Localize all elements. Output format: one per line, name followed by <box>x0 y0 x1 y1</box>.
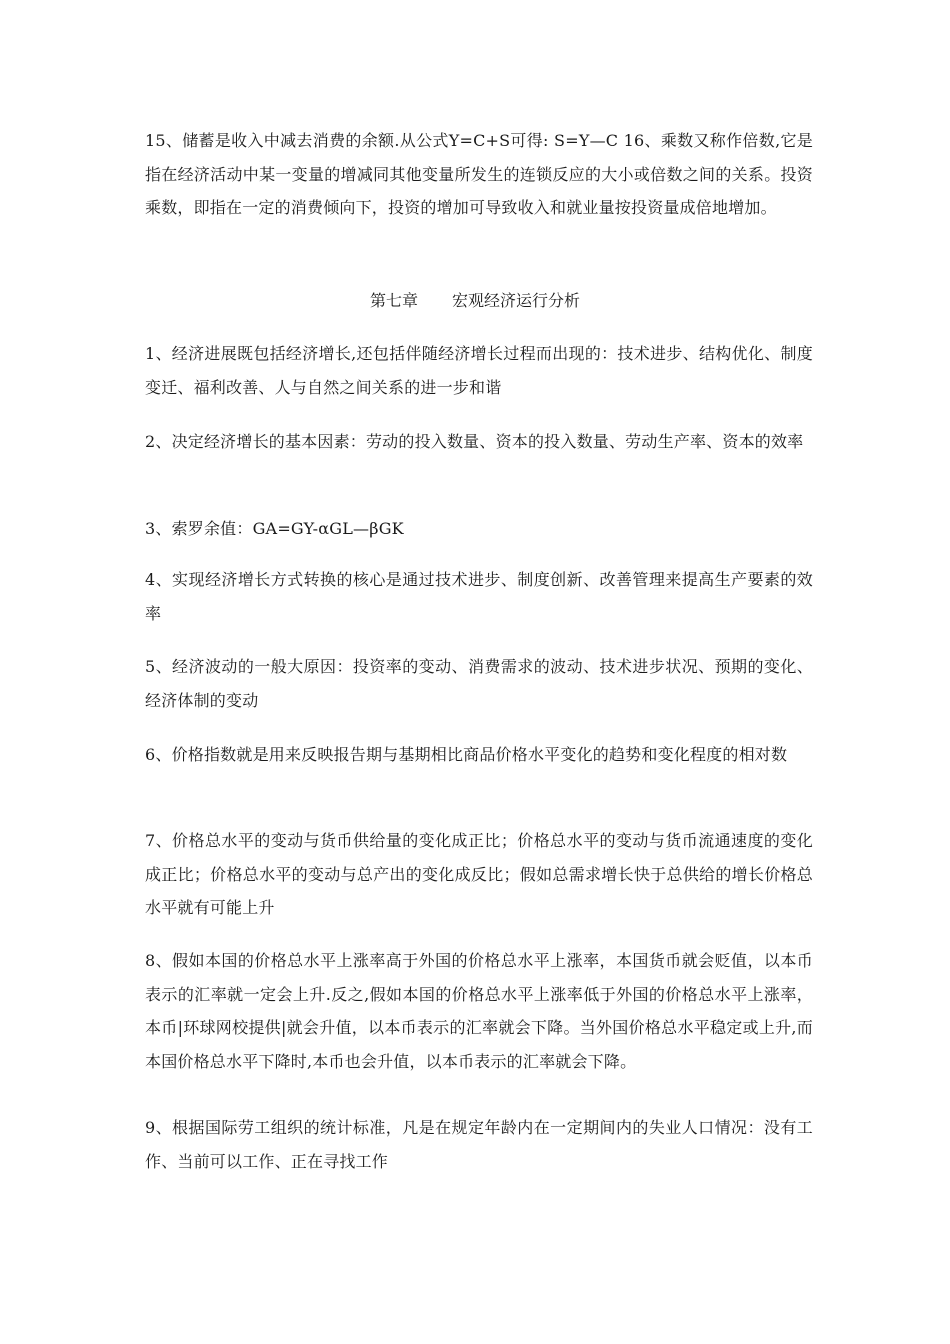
chapter-heading <box>0 286 950 316</box>
paragraph-3: 3、索罗余值：GA=GY-αGL—βGK <box>145 519 404 538</box>
paragraph-1: 1、经济进展既包括经济增长,还包括伴随经济增长过程而出现的：技术进步、结构优化、制度变迁、福利改善、人与自然之间关系的进一步和谐 <box>145 344 813 397</box>
paragraph-6: 6、价格指数就是用来反映报告期与基期相比商品价格水平变化的趋势和变化程度的相对数 <box>145 745 788 764</box>
paragraph-8: 8、假如本国的价格总水平上涨率高于外国的价格总水平上涨率，本国货币就会贬值，以本币表示的汇率就一定会上升.反之,假如本国的价格总水平上涨率低于外国的价格总水平上涨率，本币|环球网校提供|就会升值，以本币表示的汇率就会下降。当外国价格总水平稳定或上升,而本国价格总水平下降时,本币也会升值，以本币表示的汇率就会下降。 <box>145 951 813 1071</box>
paragraph-2: 2、决定经济增长的基本因素：劳动的投入数量、资本的投入数量、劳动生产率、资本的效率 <box>145 432 804 451</box>
paragraph-5: 5、经济波动的一般大原因：投资率的变动、消费需求的波动、技术进步状况、预期的变化、经济体制的变动 <box>145 657 813 710</box>
paragraph-4: 4、实现经济增长方式转换的核心是通过技术进步、制度创新、改善管理来提高生产要素的效率 <box>145 570 813 623</box>
paragraph-15-16: 15、储蓄是收入中减去消费的余额.从公式Y=C+S可得: S=Y—C 16、乘数又称作倍数,它是指在经济活动中某一变量的增减同其他变量所发生的连锁反应的大小或倍数之间的关系。投资乘数，即指在一定的消费倾向下，投资的增加可导致收入和就业量按投资量成倍地增加。 <box>145 131 813 217</box>
chapter-number: 第七章 <box>369 291 418 310</box>
chapter-title: 宏观经济运行分析 <box>452 291 581 310</box>
paragraph-7: 7、价格总水平的变动与货币供给量的变化成正比；价格总水平的变动与货币流通速度的变化成正比；价格总水平的变动与总产出的变化成反比；假如总需求增长快于总供给的增长价格总水平就有可能上升 <box>145 831 813 917</box>
paragraph-9: 9、根据国际劳工组织的统计标准，凡是在规定年龄内在一定期间内的失业人口情况：没有工作、当前可以工作、正在寻找工作 <box>145 1118 813 1171</box>
